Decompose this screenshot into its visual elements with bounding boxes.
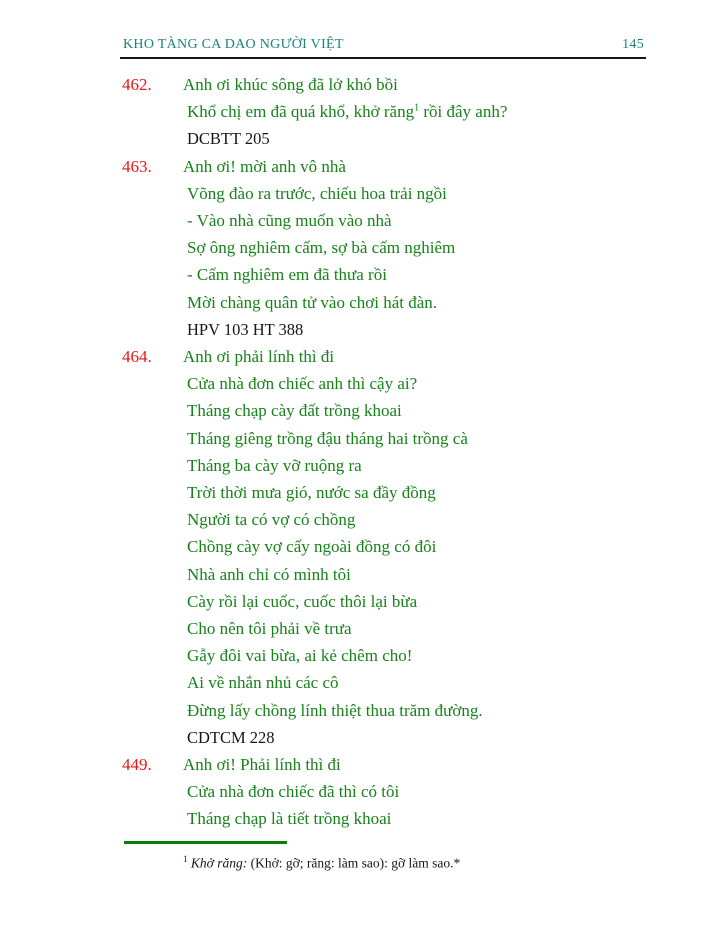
verse-line: Ai về nhắn nhủ các cô xyxy=(187,673,339,693)
source-citation: DCBTT 205 xyxy=(187,129,270,149)
entry-body xyxy=(183,153,652,343)
entry-number: 449. xyxy=(122,755,152,775)
verse-line: Khổ chị em đã quá khổ, khở răng$^1$ rồi đây anh? xyxy=(187,102,508,122)
entry xyxy=(122,751,652,833)
page-number: 145 xyxy=(622,37,644,52)
header-rule xyxy=(120,57,646,59)
verse-line: Võng đào ra trước, chiếu hoa trải ngồi xyxy=(187,183,447,203)
footnote xyxy=(183,850,460,873)
verse-line: Sợ ông nghiêm cấm, sợ bà cấm nghiêm xyxy=(187,238,456,258)
footnote-marker: 1 xyxy=(183,854,188,864)
entry xyxy=(122,71,652,153)
verse-line: Tháng giêng trồng đậu tháng hai trồng cà xyxy=(187,428,468,448)
verse-line: Trời thời mưa gió, nước sa đầy đồng xyxy=(187,483,436,503)
verse-line: Chồng cày vợ cấy ngoài đồng có đôi xyxy=(187,537,437,557)
entry xyxy=(122,343,652,751)
verse-line: Gẫy đôi vai bừa, ai kẻ chêm cho! xyxy=(187,646,413,666)
verse-line: Nhà anh chỉ có mình tôi xyxy=(187,564,351,584)
entry-body xyxy=(183,71,652,153)
verse-line: Mời chàng quân tử vào chơi hát đàn. xyxy=(187,292,438,312)
running-title: KHO TÀNG CA DAO NGƯỜI VIỆT xyxy=(123,37,344,52)
entry-body xyxy=(183,343,652,751)
footnote-ref: 1 xyxy=(414,102,420,114)
verse-line: Anh ơi! mời anh vô nhà xyxy=(183,156,346,176)
entry-body xyxy=(183,751,652,833)
footnote-rule xyxy=(124,841,287,844)
verse-line: - Cấm nghiêm em đã thưa rồi xyxy=(187,265,387,285)
verse-line: Anh ơi khúc sông đã lở khó bồi xyxy=(183,75,398,94)
verse-line: Anh ơi! Phải lính thì đi xyxy=(183,755,341,775)
entry-number: 462. xyxy=(122,75,152,94)
verse-line: Đừng lấy chồng lính thiệt thua trăm đường. xyxy=(187,700,483,720)
verse-line: Tháng chạp là tiết trồng khoai xyxy=(187,809,392,829)
verse-line: - Vào nhà cũng muốn vào nhà xyxy=(187,211,392,231)
entry xyxy=(122,153,652,343)
entries-list xyxy=(122,71,652,833)
verse-line: Tháng chạp cày đất trồng khoai xyxy=(187,401,402,421)
verse-line: Tháng ba cày vỡ ruộng ra xyxy=(187,455,362,475)
verse-line: Cửa nhà đơn chiếc anh thì cậy ai? xyxy=(187,374,418,394)
entry-number: 464. xyxy=(122,347,152,367)
verse-line: Anh ơi phải lính thì đi xyxy=(183,347,335,367)
verse-line: Cửa nhà đơn chiếc đã thì có tôi xyxy=(187,782,400,802)
verse-line: Người ta có vợ có chồng xyxy=(187,510,356,530)
source-citation: HPV 103 HT 388 xyxy=(187,319,304,339)
source-citation: CDTCM 228 xyxy=(187,727,275,747)
page-header xyxy=(123,37,644,53)
verse-line: Cày rồi lại cuốc, cuốc thôi lại bừa xyxy=(187,591,418,611)
verse-line: Cho nên tôi phải về trưa xyxy=(187,619,352,639)
entry-number: 463. xyxy=(122,156,152,176)
footnote-term: Khở răng: xyxy=(190,855,248,871)
footnote-text: (Khở: gỡ; răng: làm sao): gỡ làm sao.* xyxy=(247,855,461,871)
